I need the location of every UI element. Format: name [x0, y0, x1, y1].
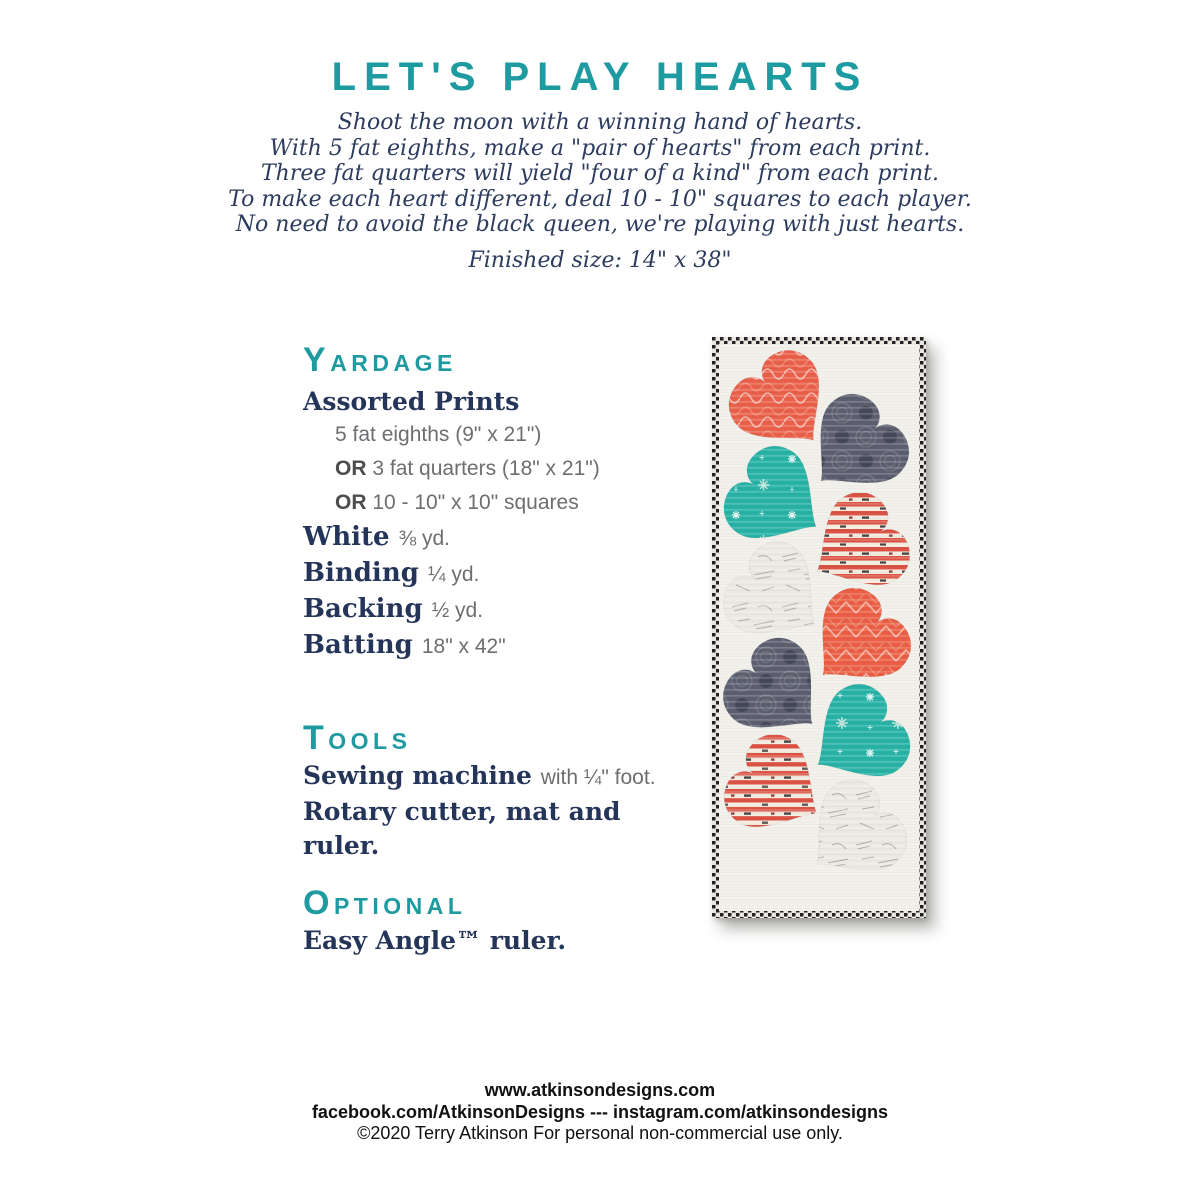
yardage-item-value: ½ yd. [431, 599, 484, 622]
or-prefix: OR [335, 457, 367, 480]
tool-item-label: Sewing machine [303, 761, 532, 790]
copyright-line: ©2020 Terry Atkinson For personal non-commercial use only. [357, 1123, 843, 1143]
quilt-photo [712, 337, 926, 918]
yardage-item-value: 18" x 42" [421, 635, 506, 658]
yardage-item [303, 556, 693, 592]
optional-heading: OPTIONAL [303, 884, 467, 922]
tools-heading: TOOLS [303, 719, 412, 757]
intro-paragraph [0, 110, 1200, 238]
yardage-item-value: ⅜ yd. [398, 527, 450, 550]
tool-item-detail: with ¼" foot. [540, 766, 656, 789]
yardage-item-label: White [303, 522, 390, 552]
yardage-option [335, 452, 693, 486]
intro-line: With 5 fat eighths, make a "pair of hearts" from each print. [269, 135, 931, 161]
finished-size: Finished size: 14" x 38" [468, 248, 732, 273]
yardage-option-text: 10 - 10" x 10" squares [372, 491, 579, 514]
optional-item: Easy Angle™ ruler. [303, 926, 567, 955]
materials-column [303, 342, 693, 958]
quilt-svg [712, 337, 926, 918]
website-url: www.atkinsondesigns.com [484, 1080, 716, 1100]
yardage-item [303, 592, 693, 628]
assorted-prints-label: Assorted Prints [303, 387, 520, 416]
yardage-item [303, 628, 693, 664]
yardage-item-label: Binding [303, 558, 419, 588]
yardage-item [303, 520, 693, 556]
intro-line: Shoot the moon with a winning hand of hearts. [337, 110, 863, 135]
tool-item [303, 759, 693, 795]
social-links: facebook.com/AtkinsonDesigns --- instagram.com/atkinsondesigns [311, 1101, 889, 1122]
intro-line: To make each heart different, deal 10 - 10" squares to each player. [228, 186, 972, 212]
page-title: LET'S PLAY HEARTS [331, 55, 869, 99]
tool-item: Rotary cutter, mat and ruler. [303, 797, 621, 860]
yardage-item-label: Backing [303, 594, 423, 624]
footer [0, 1080, 1200, 1145]
yardage-heading: YARDAGE [303, 341, 457, 379]
yardage-option [335, 418, 693, 452]
yardage-option-text: 3 fat quarters (18" x 21") [372, 457, 600, 480]
yardage-item-value: ¼ yd. [427, 563, 480, 586]
quilt-texture-overlay [719, 344, 919, 911]
intro-line: Three fat quarters will yield "four of a kind" from each print. [261, 161, 939, 186]
yardage-option [335, 486, 693, 520]
yardage-item-label: Batting [303, 630, 413, 660]
yardage-option-text: 5 fat eighths (9" x 21") [335, 423, 542, 446]
or-prefix: OR [335, 491, 367, 514]
intro-line: No need to avoid the black queen, we're playing with just hearts. [235, 212, 965, 237]
